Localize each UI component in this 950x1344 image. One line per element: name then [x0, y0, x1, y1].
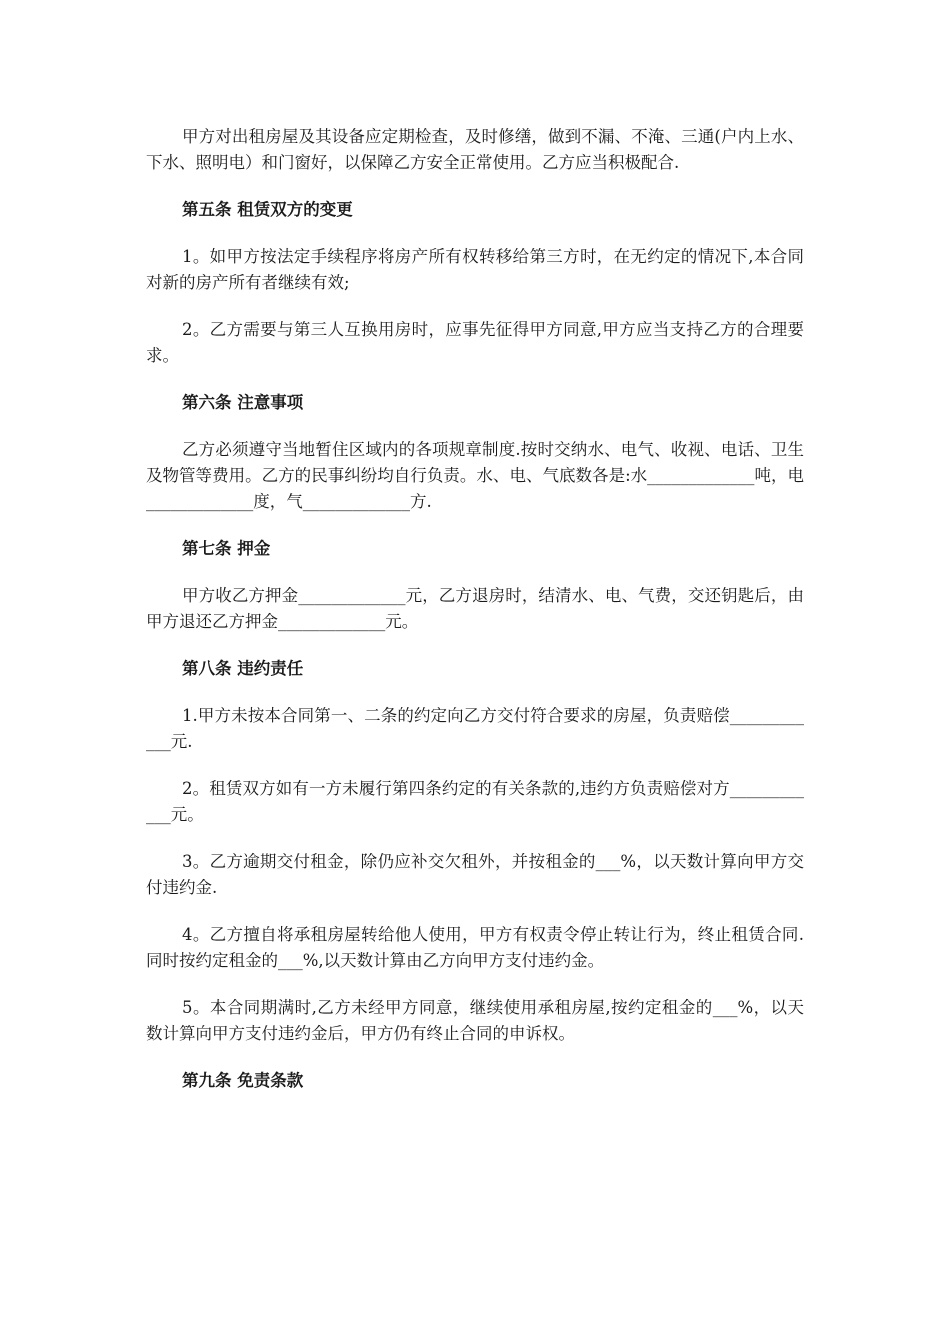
- paragraph-article-6: 乙方必须遵守当地暂住区域内的各项规章制度.按时交纳水、电气、收视、电话、卫生及物管等费用。乙方的民事纠纷均自行负责。水、电、气底数各是:水_____________吨，电_____________度，气_____________方.: [146, 440, 804, 511]
- paragraph-article-8-item-1: 1.甲方未按本合同第一、二条的约定向乙方交付符合要求的房屋，负责赔偿____________元.: [146, 706, 804, 751]
- paragraph-article-5-item-2: 2。乙方需要与第三人互换用房时，应事先征得甲方同意,甲方应当支持乙方的合理要求。: [146, 320, 804, 365]
- heading-article-8: 第八条 违约责任: [182, 659, 304, 678]
- paragraph-article-8-item-2: 2。租赁双方如有一方未履行第四条约定的有关条款的,违约方负责赔偿对方____________元。: [146, 779, 804, 824]
- paragraph-article-7: 甲方收乙方押金_____________元，乙方退房时，结清水、电、气费，交还钥匙后，由甲方退还乙方押金_____________元。: [146, 586, 804, 631]
- paragraph-article-8-item-3: 3。乙方逾期交付租金，除仍应补交欠租外，并按租金的___%，以天数计算向甲方交付违约金.: [146, 852, 804, 897]
- heading-article-7: 第七条 押金: [182, 539, 271, 558]
- heading-article-6: 第六条 注意事项: [182, 393, 304, 412]
- paragraph-article-8-item-4: 4。乙方擅自将承租房屋转给他人使用，甲方有权责令停止转让行为，终止租赁合同.同时按约定租金的___%,以天数计算由乙方向甲方支付违约金。: [146, 925, 804, 970]
- paragraph-article-8-item-5: 5。本合同期满时,乙方未经甲方同意，继续使用承租房屋,按约定租金的___%，以天数计算向甲方支付违约金后，甲方仍有终止合同的申诉权。: [146, 998, 804, 1043]
- heading-article-5: 第五条 租赁双方的变更: [182, 200, 353, 219]
- paragraph-maintenance: 甲方对出租房屋及其设备应定期检查，及时修缮，做到不漏、不淹、三通(户内上水、下水、照明电）和门窗好，以保障乙方安全正常使用。乙方应当积极配合.: [146, 127, 804, 172]
- heading-article-9: 第九条 免责条款: [182, 1071, 304, 1090]
- paragraph-article-5-item-1: 1。如甲方按法定手续程序将房产所有权转移给第三方时，在无约定的情况下,本合同对新的房产所有者继续有效;: [146, 247, 804, 292]
